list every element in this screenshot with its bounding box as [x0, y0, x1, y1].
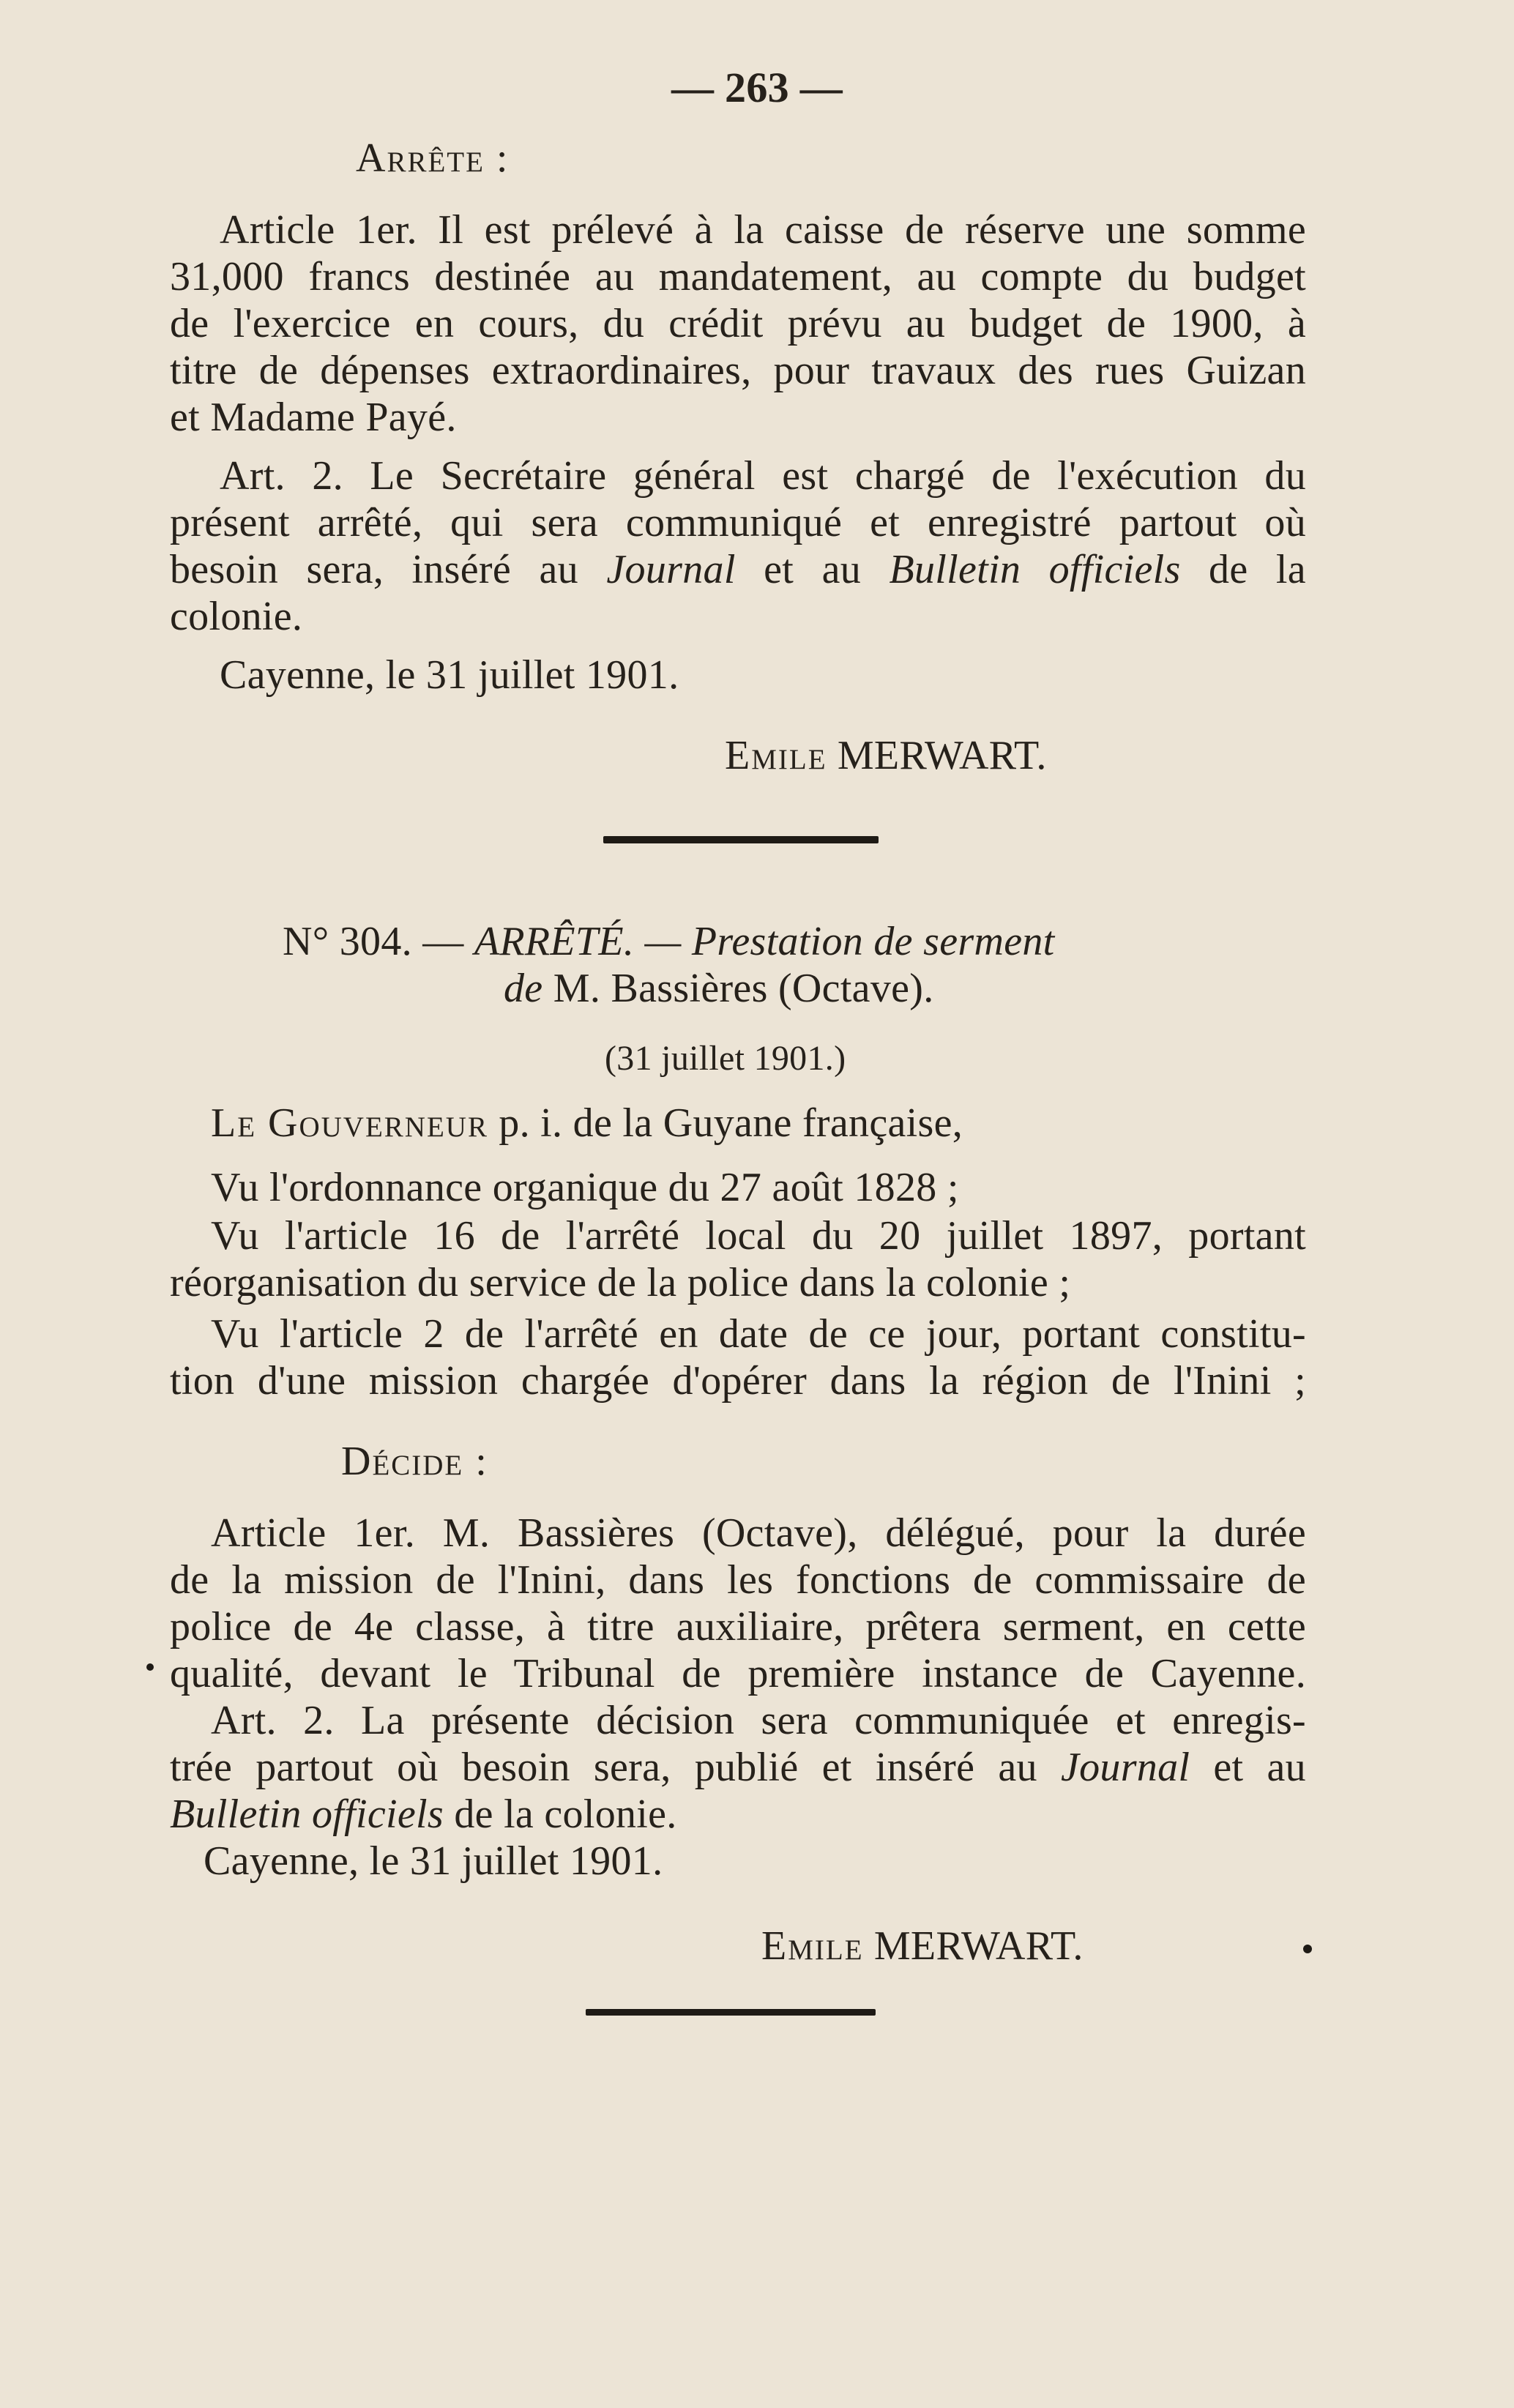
vu-line-5: tion d'une mission chargée d'opérer dans la région de l'Inini ; — [170, 1358, 1306, 1404]
section-divider — [586, 2009, 876, 2016]
section2-date: Cayenne, le 31 juillet 1901. — [204, 1838, 663, 1884]
section1-art2-line2: présent arrêté, qui sera communiqué et enregistré partout où — [170, 500, 1306, 545]
section2-title — [283, 918, 1055, 965]
section1-art1-line2: 31,000 francs destinée au mandatement, au compte du budget — [170, 254, 1306, 299]
section2-art1-line4: qualité, devant le Tribunal de première instance de Cayenne. — [170, 1651, 1306, 1696]
bulletin-title: Bulletin officiels — [170, 1792, 444, 1837]
section2-art2-line3-b: de la colonie. — [454, 1792, 677, 1837]
section2-subtitle — [504, 965, 934, 1012]
section1-art2-line4: colonie. — [170, 594, 303, 639]
section2-date-paren: (31 juillet 1901.) — [605, 1039, 846, 1078]
section2-heading: Décide : — [341, 1439, 488, 1484]
signature-first-name: Emile — [761, 1923, 864, 1969]
section1-heading: Arrête : — [356, 135, 510, 181]
section1-art1-line5: et Madame Payé. — [170, 395, 457, 440]
section1-art2-line3 — [170, 546, 1306, 593]
governor-rest: p. i. de la Guyane française, — [499, 1100, 963, 1146]
vu-line-2: Vu l'article 16 de l'arrêté local du 20 juillet 1897, portant — [211, 1213, 1306, 1259]
section1-art2-line3-c: de la — [1209, 547, 1306, 592]
journal-title: Journal — [606, 547, 736, 592]
section1-art1-line4: titre de dépenses extraordinaires, pour travaux des rues Guizan — [170, 348, 1306, 393]
section2-art1-line1: Article 1er. M. Bassières (Octave), délégué, pour la durée — [211, 1510, 1306, 1556]
section1-art2-line1: Art. 2. Le Secrétaire général est chargé de l'exécution du — [220, 453, 1306, 499]
section2-signature — [761, 1923, 1084, 1969]
section1-date: Cayenne, le 31 juillet 1901. — [220, 652, 679, 698]
section2-art2-line2-a: trée partout où besoin sera, publié et inséré au — [170, 1745, 1037, 1790]
signature-first-name: Emile — [725, 733, 827, 778]
ink-dot — [1303, 1945, 1312, 1953]
section2-art2-line2 — [170, 1744, 1306, 1791]
section2-subtitle-name: M. Bassières (Octave). — [553, 966, 934, 1011]
vu-line-4: Vu l'article 2 de l'arrêté en date de ce jour, portant constitu- — [211, 1311, 1306, 1357]
governor-line — [211, 1100, 963, 1147]
section2-art1-line3: police de 4e classe, à titre auxiliaire, prêtera serment, en cette — [170, 1604, 1306, 1650]
section1-signature — [725, 732, 1047, 779]
ink-dot — [146, 1663, 154, 1671]
page-number: — 263 — — [671, 64, 843, 111]
section2-art2-line1: Art. 2. La présente décision sera communiquée et enregis- — [211, 1698, 1306, 1743]
vu-line-1: Vu l'ordonnance organique du 27 août 1828 ; — [211, 1165, 959, 1210]
governor-title: Le Gouverneur — [211, 1100, 488, 1146]
section-divider — [603, 836, 879, 843]
section2-art2-line2-b: et au — [1213, 1745, 1306, 1790]
section2-art1-line2: de la mission de l'Inini, dans les fonctions de commissaire de — [170, 1557, 1306, 1603]
signature-last-name: MERWART. — [873, 1923, 1084, 1969]
section1-art2-line3-a: besoin sera, inséré au — [170, 547, 578, 592]
vu-line-3: réorganisation du service de la police dans la colonie ; — [170, 1260, 1071, 1305]
section2-title-number: N° 304. — — [283, 919, 464, 964]
section1-art2-line3-b: et au — [764, 547, 862, 592]
section1-art1-line3: de l'exercice en cours, du crédit prévu au budget de 1900, à — [170, 301, 1306, 346]
journal-title: Journal — [1060, 1745, 1190, 1790]
section2-art2-line3 — [170, 1791, 677, 1838]
section1-art1-line1: Article 1er. Il est prélevé à la caisse de réserve une somme — [220, 207, 1306, 253]
signature-last-name: MERWART. — [837, 733, 1047, 778]
bulletin-title: Bulletin officiels — [889, 547, 1181, 592]
section2-title-text: ARRÊTÉ. — Prestation de serment — [474, 919, 1055, 964]
section2-subtitle-de: de — [504, 966, 543, 1011]
